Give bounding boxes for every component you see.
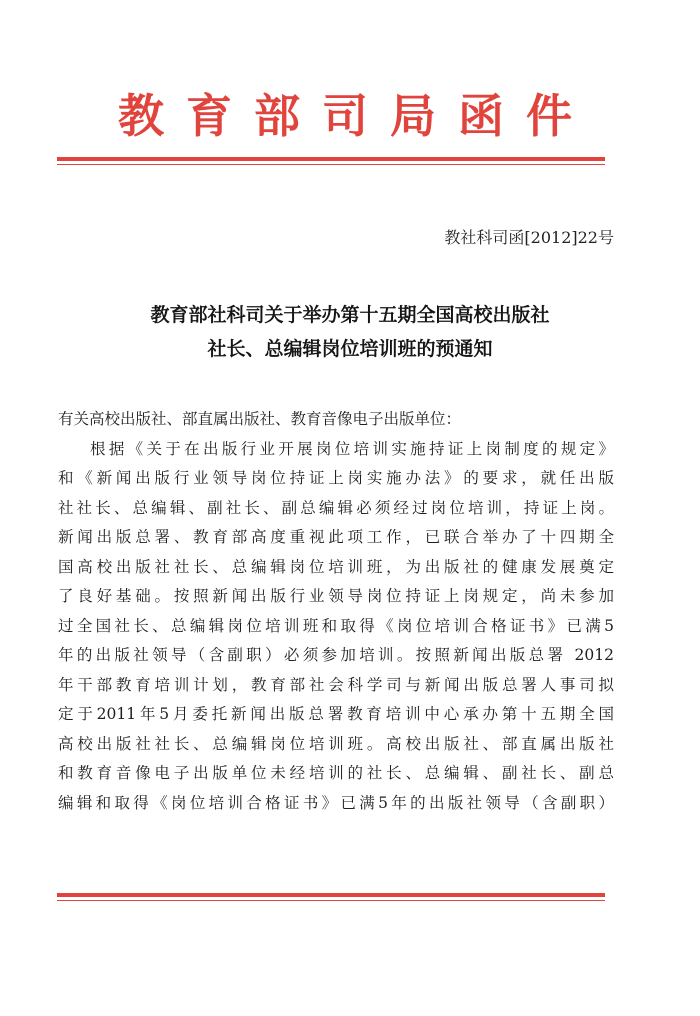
body-line: 年干部教育培训计划，教育部社会科学司与新闻出版总署人事司拟	[58, 675, 614, 694]
divider-thin-line	[57, 164, 605, 165]
title-line-2: 社长、总编辑岗位培训班的预通知	[207, 338, 493, 360]
body-line: 高校出版社社长、总编辑岗位培训班。高校出版社、部直属出版社	[58, 734, 614, 753]
body-line: 和教育音像电子出版单位未经培训的社长、总编辑、副社长、副总	[58, 764, 614, 782]
body-line: 定于2011年5月委托新闻出版总署教育培训中心承办第十五期全国	[58, 705, 614, 723]
body-line: 了良好基础。按照新闻出版行业领导岗位持证上岗规定，尚未参加	[58, 587, 614, 605]
body-line: 新闻出版总署、教育部高度重视此项工作，已联合举办了十四期全	[58, 528, 614, 546]
document-body	[58, 405, 614, 818]
document-title	[0, 298, 700, 366]
body-line: 编辑和取得《岗位培训合格证书》已满5年的出版社领导（含副职）	[58, 793, 614, 812]
body-line: 和《新闻出版行业领导岗位持证上岗实施办法》的要求，就任出版	[58, 469, 614, 487]
footer-divider	[57, 893, 605, 901]
title-line-1: 教育部社科司关于举办第十五期全国高校出版社	[150, 304, 550, 326]
body-paragraph	[58, 435, 614, 819]
salutation: 有关高校出版社、部直属出版社、教育音像电子出版单位：	[58, 410, 462, 428]
divider-thick-line	[57, 157, 605, 161]
divider-thin-line	[57, 900, 605, 901]
masthead-divider	[57, 157, 605, 165]
document-number: 教社科司函[2012]22号	[444, 228, 614, 247]
body-line: 根据《关于在出版行业开展岗位培训实施持证上岗制度的规定》	[90, 439, 614, 458]
body-line: 过全国社长、总编辑岗位培训班和取得《岗位培训合格证书》已满5	[58, 616, 614, 635]
body-line: 国高校出版社社长、总编辑岗位培训班，为出版社的健康发展奠定	[58, 557, 614, 576]
divider-thick-line	[57, 893, 605, 897]
body-line: 年的出版社领导（含副职）必须参加培训。按照新闻出版总署 2012	[58, 646, 614, 664]
masthead-title: 教育部司局函件	[118, 89, 594, 143]
body-line: 社社长、总编辑、副社长、副总编辑必须经过岗位培训，持证上岗。	[58, 498, 614, 517]
